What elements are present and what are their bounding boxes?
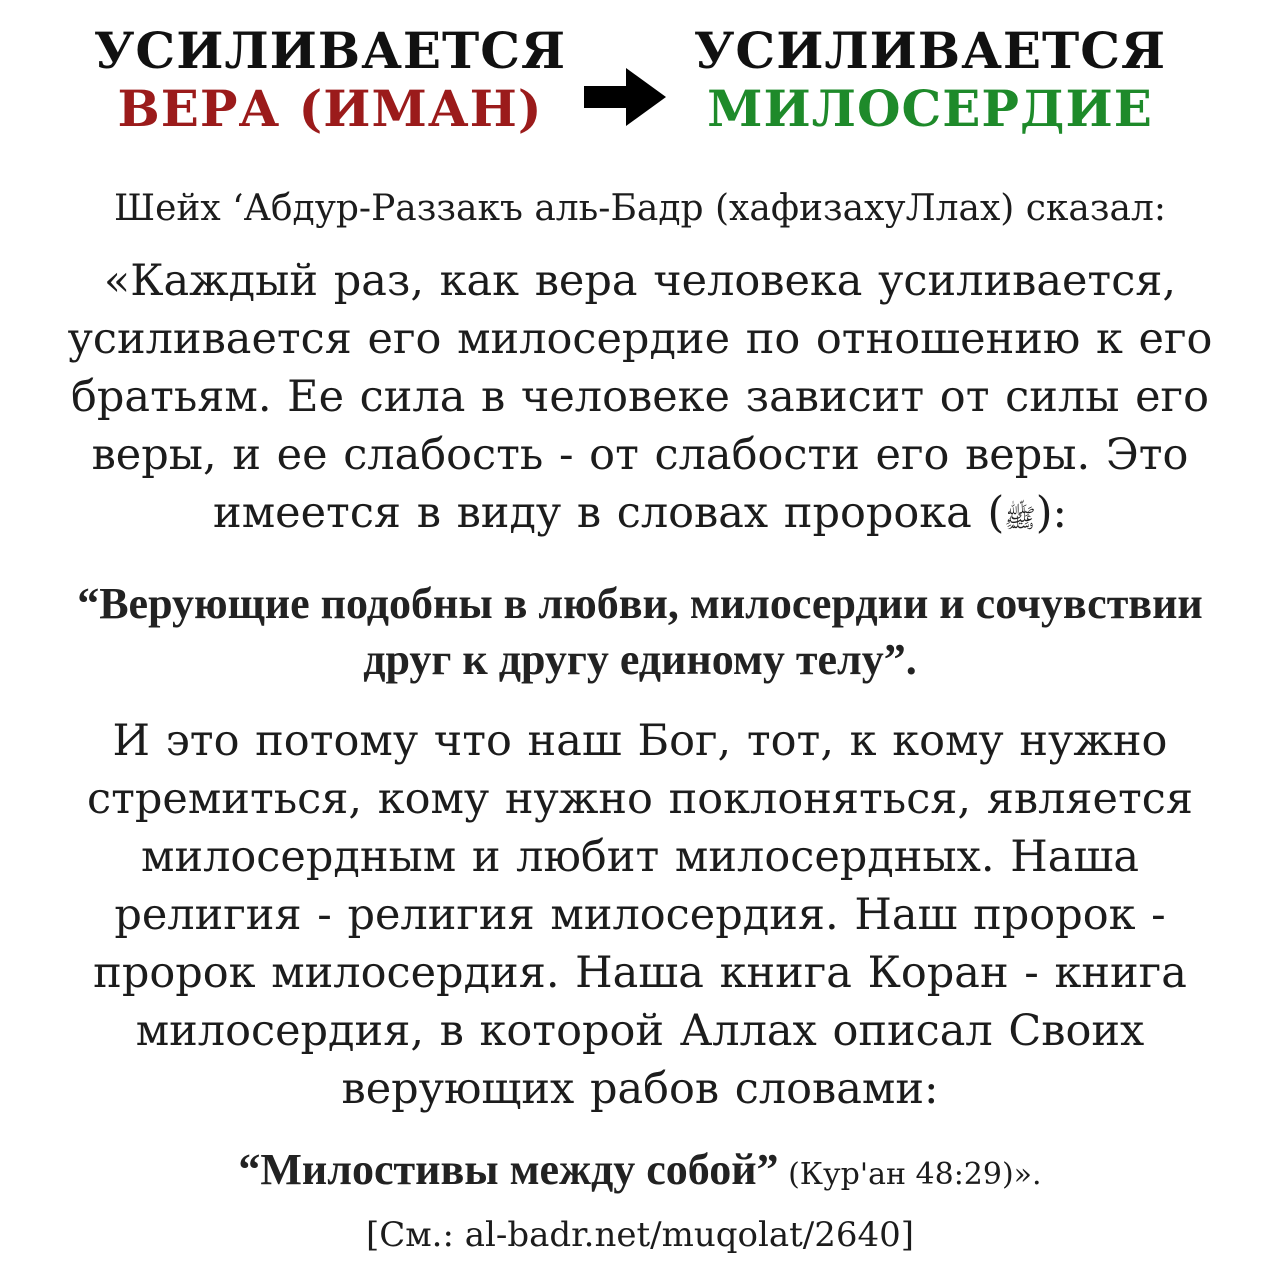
hadith-quote: “Верующие подобны в любви, милосердии и сочувствии друг к другу единому телу”. bbox=[77, 579, 1203, 684]
quran-quote-line bbox=[40, 1140, 1240, 1205]
header-left-line1: УСИЛИВАЕТСЯ bbox=[93, 21, 567, 80]
header-right-line2: МИЛОСЕРДИЕ bbox=[707, 79, 1153, 138]
source-reference: [См.: al-badr.net/muqolat/2640] bbox=[365, 1215, 915, 1255]
intro-attribution: Шейх ‘Абдур-Раззакъ аль-Бадр (хафизахуЛлах) сказал: bbox=[114, 188, 1166, 229]
header-right-line1: УСИЛИВАЕТСЯ bbox=[693, 21, 1167, 80]
quran-quote: “Милостивы между собой” bbox=[238, 1145, 779, 1194]
salawat-symbol: ﷺ bbox=[1004, 504, 1036, 534]
header-left-line2: ВЕРА (ИМАН) bbox=[117, 79, 543, 138]
quran-reference: (Кур'ан 48:29)». bbox=[778, 1157, 1042, 1192]
header-right bbox=[670, 22, 1190, 138]
paragraph-1-text: «Каждый раз, как вера человека усиливается, усиливается его милосердие по отношению к его братьям. Ее сила в человеке зависит от силы его веры, и ее слабость - от слабости его веры. Это имеется в виду в словах пророка ( bbox=[67, 256, 1213, 538]
paragraph-1-end: ): bbox=[1035, 488, 1067, 538]
paragraph-1 bbox=[40, 252, 1240, 548]
arrow-right-icon bbox=[580, 62, 670, 132]
paragraph-2: И это потому что наш Бог, тот, к кому нужно стремиться, кому нужно поклоняться, является милосердным и любит милосердных. Наша религия - религия милосердия. Наш пророк - пророк милосердия. Наша книга Коран - книга милосердия, в которой Аллах описал Своих верующих рабов словами: bbox=[87, 716, 1193, 1114]
header-left bbox=[70, 22, 590, 138]
header bbox=[0, 22, 1280, 152]
